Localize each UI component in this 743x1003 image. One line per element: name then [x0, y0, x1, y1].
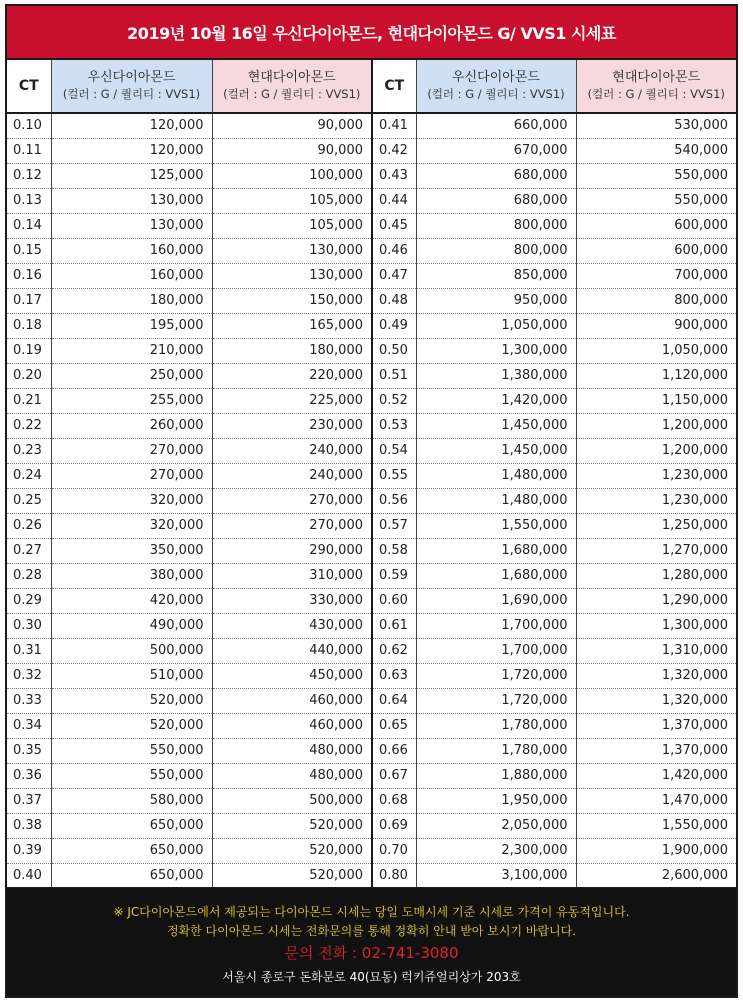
- cell-ct: 0.21: [7, 388, 51, 413]
- cell-store2-price: 1,230,000: [576, 463, 736, 488]
- table-row: [7, 488, 736, 513]
- cell-store1-price: 180,000: [51, 288, 212, 313]
- cell-store2-price: 480,000: [212, 738, 372, 763]
- cell-store1-price: 650,000: [51, 863, 212, 888]
- cell-ct: 0.25: [7, 488, 51, 513]
- cell-store1-price: 380,000: [51, 563, 212, 588]
- cell-store2-price: 230,000: [212, 413, 372, 438]
- cell-store1-price: 650,000: [51, 813, 212, 838]
- cell-ct: 0.23: [7, 438, 51, 463]
- cell-store2-price: 450,000: [212, 663, 372, 688]
- cell-store2-price: 460,000: [212, 713, 372, 738]
- table-row: [7, 638, 736, 663]
- table-row: [7, 438, 736, 463]
- cell-ct: 0.40: [7, 863, 51, 888]
- cell-store2-price: 480,000: [212, 763, 372, 788]
- cell-ct: 0.57: [372, 513, 416, 538]
- cell-store1-price: 195,000: [51, 313, 212, 338]
- cell-store2-price: 290,000: [212, 538, 372, 563]
- cell-store2-price: 1,230,000: [576, 488, 736, 513]
- cell-ct: 0.20: [7, 363, 51, 388]
- cell-ct: 0.46: [372, 238, 416, 263]
- cell-store2-price: 310,000: [212, 563, 372, 588]
- cell-store1-price: 420,000: [51, 588, 212, 613]
- cell-store2-price: 1,270,000: [576, 538, 736, 563]
- cell-store2-price: 1,300,000: [576, 613, 736, 638]
- cell-store2-price: 460,000: [212, 688, 372, 713]
- cell-ct: 0.53: [372, 413, 416, 438]
- table-row: [7, 188, 736, 213]
- cell-store1-price: 1,380,000: [416, 363, 576, 388]
- cell-store2-price: 240,000: [212, 438, 372, 463]
- cell-store2-price: 1,290,000: [576, 588, 736, 613]
- cell-ct: 0.56: [372, 488, 416, 513]
- cell-ct: 0.30: [7, 613, 51, 638]
- price-sheet: [5, 4, 738, 998]
- cell-ct: 0.68: [372, 788, 416, 813]
- table-body: [7, 113, 736, 888]
- cell-store2-price: 600,000: [576, 238, 736, 263]
- cell-store2-price: 1,900,000: [576, 838, 736, 863]
- cell-store1-price: 1,450,000: [416, 438, 576, 463]
- cell-ct: 0.54: [372, 438, 416, 463]
- cell-store2-price: 550,000: [576, 163, 736, 188]
- cell-store1-price: 1,720,000: [416, 688, 576, 713]
- table-row: [7, 213, 736, 238]
- header-ct-right: CT: [372, 60, 416, 113]
- cell-store2-price: 2,600,000: [576, 863, 736, 888]
- cell-store1-price: 130,000: [51, 213, 212, 238]
- cell-store2-price: 130,000: [212, 238, 372, 263]
- cell-ct: 0.28: [7, 563, 51, 588]
- cell-store2-price: 90,000: [212, 113, 372, 138]
- cell-store1-price: 130,000: [51, 188, 212, 213]
- cell-store1-price: 1,050,000: [416, 313, 576, 338]
- table-row: [7, 863, 736, 888]
- cell-ct: 0.33: [7, 688, 51, 713]
- cell-ct: 0.37: [7, 788, 51, 813]
- header-ct-left: CT: [7, 60, 51, 113]
- cell-ct: 0.48: [372, 288, 416, 313]
- cell-store1-price: 210,000: [51, 338, 212, 363]
- cell-store2-price: 1,470,000: [576, 788, 736, 813]
- cell-ct: 0.52: [372, 388, 416, 413]
- cell-store1-price: 580,000: [51, 788, 212, 813]
- table-row: [7, 788, 736, 813]
- cell-store1-price: 160,000: [51, 238, 212, 263]
- store1-spec: (컬러 : G / 퀄리티 : VVS1): [62, 87, 201, 101]
- cell-store1-price: 1,780,000: [416, 713, 576, 738]
- cell-store1-price: 490,000: [51, 613, 212, 638]
- store2-spec: (컬러 : G / 퀄리티 : VVS1): [587, 87, 725, 101]
- cell-store2-price: 520,000: [212, 813, 372, 838]
- cell-store2-price: 700,000: [576, 263, 736, 288]
- cell-ct: 0.39: [7, 838, 51, 863]
- cell-store1-price: 1,720,000: [416, 663, 576, 688]
- cell-store1-price: 800,000: [416, 238, 576, 263]
- cell-ct: 0.44: [372, 188, 416, 213]
- cell-store2-price: 270,000: [212, 513, 372, 538]
- cell-store1-price: 950,000: [416, 288, 576, 313]
- cell-store2-price: 520,000: [212, 838, 372, 863]
- table-row: [7, 738, 736, 763]
- cell-store2-price: 1,370,000: [576, 713, 736, 738]
- cell-store2-price: 105,000: [212, 188, 372, 213]
- store2-name: 현대다이아몬드: [612, 70, 701, 85]
- cell-ct: 0.47: [372, 263, 416, 288]
- cell-ct: 0.12: [7, 163, 51, 188]
- cell-store1-price: 1,480,000: [416, 488, 576, 513]
- page-title: 2019년 10월 16일 우신다이아몬드, 현대다이아몬드 G/ VVS1 시세표: [7, 6, 736, 60]
- cell-ct: 0.60: [372, 588, 416, 613]
- cell-store2-price: 240,000: [212, 463, 372, 488]
- cell-store1-price: 680,000: [416, 188, 576, 213]
- cell-ct: 0.61: [372, 613, 416, 638]
- cell-ct: 0.14: [7, 213, 51, 238]
- cell-ct: 0.36: [7, 763, 51, 788]
- cell-store1-price: 270,000: [51, 438, 212, 463]
- cell-ct: 0.11: [7, 138, 51, 163]
- cell-ct: 0.58: [372, 538, 416, 563]
- table-row: [7, 563, 736, 588]
- cell-store1-price: 680,000: [416, 163, 576, 188]
- table-row: [7, 113, 736, 138]
- footer-notice: [7, 888, 736, 996]
- cell-store1-price: 1,680,000: [416, 538, 576, 563]
- cell-ct: 0.65: [372, 713, 416, 738]
- header-store1-right: [416, 60, 576, 113]
- cell-ct: 0.69: [372, 813, 416, 838]
- cell-store1-price: 520,000: [51, 688, 212, 713]
- cell-store2-price: 1,200,000: [576, 438, 736, 463]
- cell-ct: 0.45: [372, 213, 416, 238]
- table-row: [7, 288, 736, 313]
- cell-store2-price: 1,200,000: [576, 413, 736, 438]
- contact-phone: 문의 전화 : 02-741-3080: [284, 944, 459, 962]
- table-row: [7, 588, 736, 613]
- cell-store1-price: 125,000: [51, 163, 212, 188]
- cell-store2-price: 540,000: [576, 138, 736, 163]
- cell-store1-price: 260,000: [51, 413, 212, 438]
- cell-store1-price: 1,700,000: [416, 638, 576, 663]
- cell-store1-price: 1,700,000: [416, 613, 576, 638]
- store2-name: 현대다이아몬드: [247, 70, 336, 85]
- cell-store2-price: 1,250,000: [576, 513, 736, 538]
- table-row: [7, 388, 736, 413]
- cell-ct: 0.13: [7, 188, 51, 213]
- header-store2-right: [576, 60, 736, 113]
- table-row: [7, 313, 736, 338]
- cell-store2-price: 165,000: [212, 313, 372, 338]
- notice-line-1: ※ JC다이아몬드에서 제공되는 다이아몬드 시세는 당일 도매시세 기준 시세로 가격이 유동적입니다.: [113, 905, 630, 919]
- cell-ct: 0.19: [7, 338, 51, 363]
- cell-ct: 0.70: [372, 838, 416, 863]
- cell-store1-price: 1,480,000: [416, 463, 576, 488]
- table-row: [7, 613, 736, 638]
- cell-store1-price: 120,000: [51, 138, 212, 163]
- cell-store2-price: 600,000: [576, 213, 736, 238]
- cell-store2-price: 330,000: [212, 588, 372, 613]
- cell-ct: 0.49: [372, 313, 416, 338]
- cell-store1-price: 500,000: [51, 638, 212, 663]
- cell-store1-price: 1,450,000: [416, 413, 576, 438]
- cell-ct: 0.80: [372, 863, 416, 888]
- cell-store1-price: 1,420,000: [416, 388, 576, 413]
- store1-spec: (컬러 : G / 퀄리티 : VVS1): [427, 87, 565, 101]
- cell-ct: 0.55: [372, 463, 416, 488]
- cell-ct: 0.15: [7, 238, 51, 263]
- cell-store1-price: 650,000: [51, 838, 212, 863]
- cell-store2-price: 1,320,000: [576, 663, 736, 688]
- cell-store1-price: 800,000: [416, 213, 576, 238]
- store1-name: 우신다이아몬드: [452, 70, 540, 85]
- table-row: [7, 713, 736, 738]
- cell-store1-price: 1,550,000: [416, 513, 576, 538]
- table-row: [7, 363, 736, 388]
- cell-ct: 0.67: [372, 763, 416, 788]
- cell-store1-price: 850,000: [416, 263, 576, 288]
- cell-ct: 0.32: [7, 663, 51, 688]
- cell-store1-price: 550,000: [51, 738, 212, 763]
- cell-ct: 0.34: [7, 713, 51, 738]
- cell-store1-price: 320,000: [51, 513, 212, 538]
- cell-store1-price: 510,000: [51, 663, 212, 688]
- cell-store2-price: 225,000: [212, 388, 372, 413]
- table-row: [7, 163, 736, 188]
- cell-ct: 0.10: [7, 113, 51, 138]
- cell-store1-price: 1,950,000: [416, 788, 576, 813]
- cell-store1-price: 1,880,000: [416, 763, 576, 788]
- cell-store2-price: 180,000: [212, 338, 372, 363]
- table-row: [7, 513, 736, 538]
- cell-ct: 0.26: [7, 513, 51, 538]
- cell-store2-price: 1,280,000: [576, 563, 736, 588]
- cell-store2-price: 90,000: [212, 138, 372, 163]
- cell-store1-price: 160,000: [51, 263, 212, 288]
- cell-store2-price: 530,000: [576, 113, 736, 138]
- cell-store1-price: 660,000: [416, 113, 576, 138]
- table-row: [7, 463, 736, 488]
- cell-store2-price: 430,000: [212, 613, 372, 638]
- cell-store2-price: 500,000: [212, 788, 372, 813]
- cell-store1-price: 550,000: [51, 763, 212, 788]
- cell-ct: 0.16: [7, 263, 51, 288]
- cell-ct: 0.59: [372, 563, 416, 588]
- cell-store1-price: 320,000: [51, 488, 212, 513]
- cell-store1-price: 1,680,000: [416, 563, 576, 588]
- header-store2-left: [212, 60, 372, 113]
- cell-store1-price: 2,300,000: [416, 838, 576, 863]
- cell-store2-price: 800,000: [576, 288, 736, 313]
- store1-name: 우신다이아몬드: [87, 70, 176, 85]
- cell-store2-price: 1,120,000: [576, 363, 736, 388]
- cell-ct: 0.63: [372, 663, 416, 688]
- cell-store2-price: 1,310,000: [576, 638, 736, 663]
- cell-ct: 0.64: [372, 688, 416, 713]
- cell-store1-price: 520,000: [51, 713, 212, 738]
- table-row: [7, 763, 736, 788]
- table-header-row: [7, 60, 736, 113]
- cell-store2-price: 1,320,000: [576, 688, 736, 713]
- cell-store1-price: 350,000: [51, 538, 212, 563]
- cell-store2-price: 150,000: [212, 288, 372, 313]
- cell-ct: 0.41: [372, 113, 416, 138]
- cell-store1-price: 1,780,000: [416, 738, 576, 763]
- cell-store1-price: 255,000: [51, 388, 212, 413]
- cell-store2-price: 440,000: [212, 638, 372, 663]
- cell-store2-price: 270,000: [212, 488, 372, 513]
- header-store1-left: [51, 60, 212, 113]
- cell-store2-price: 130,000: [212, 263, 372, 288]
- table-row: [7, 263, 736, 288]
- cell-store2-price: 900,000: [576, 313, 736, 338]
- cell-store2-price: 550,000: [576, 188, 736, 213]
- cell-ct: 0.42: [372, 138, 416, 163]
- cell-ct: 0.29: [7, 588, 51, 613]
- table-row: [7, 338, 736, 363]
- cell-ct: 0.35: [7, 738, 51, 763]
- price-table: [7, 60, 736, 889]
- cell-ct: 0.50: [372, 338, 416, 363]
- store2-spec: (컬러 : G / 퀄리티 : VVS1): [223, 87, 361, 101]
- cell-ct: 0.24: [7, 463, 51, 488]
- cell-store2-price: 520,000: [212, 863, 372, 888]
- cell-ct: 0.62: [372, 638, 416, 663]
- store-address: 서울시 종로구 돈화문로 40(묘동) 럭키쥬얼리상가 203호: [222, 970, 521, 984]
- cell-store1-price: 2,050,000: [416, 813, 576, 838]
- cell-store1-price: 670,000: [416, 138, 576, 163]
- cell-store1-price: 120,000: [51, 113, 212, 138]
- cell-ct: 0.43: [372, 163, 416, 188]
- cell-ct: 0.38: [7, 813, 51, 838]
- cell-ct: 0.31: [7, 638, 51, 663]
- cell-ct: 0.17: [7, 288, 51, 313]
- cell-ct: 0.22: [7, 413, 51, 438]
- cell-store2-price: 1,550,000: [576, 813, 736, 838]
- cell-ct: 0.51: [372, 363, 416, 388]
- table-row: [7, 813, 736, 838]
- cell-store1-price: 3,100,000: [416, 863, 576, 888]
- cell-store2-price: 1,370,000: [576, 738, 736, 763]
- table-row: [7, 238, 736, 263]
- cell-store1-price: 1,690,000: [416, 588, 576, 613]
- cell-store2-price: 100,000: [212, 163, 372, 188]
- cell-ct: 0.66: [372, 738, 416, 763]
- table-row: [7, 663, 736, 688]
- cell-store2-price: 105,000: [212, 213, 372, 238]
- cell-store1-price: 1,300,000: [416, 338, 576, 363]
- cell-store2-price: 1,050,000: [576, 338, 736, 363]
- table-row: [7, 538, 736, 563]
- table-row: [7, 413, 736, 438]
- table-row: [7, 138, 736, 163]
- table-row: [7, 688, 736, 713]
- cell-ct: 0.27: [7, 538, 51, 563]
- table-row: [7, 838, 736, 863]
- cell-ct: 0.18: [7, 313, 51, 338]
- cell-store2-price: 1,150,000: [576, 388, 736, 413]
- notice-line-2: 정확한 다이아몬드 시세는 전화문의를 통해 정확히 안내 받아 보시기 바랍니다.: [166, 924, 577, 938]
- cell-store1-price: 250,000: [51, 363, 212, 388]
- cell-store2-price: 1,420,000: [576, 763, 736, 788]
- cell-store1-price: 270,000: [51, 463, 212, 488]
- cell-store2-price: 220,000: [212, 363, 372, 388]
